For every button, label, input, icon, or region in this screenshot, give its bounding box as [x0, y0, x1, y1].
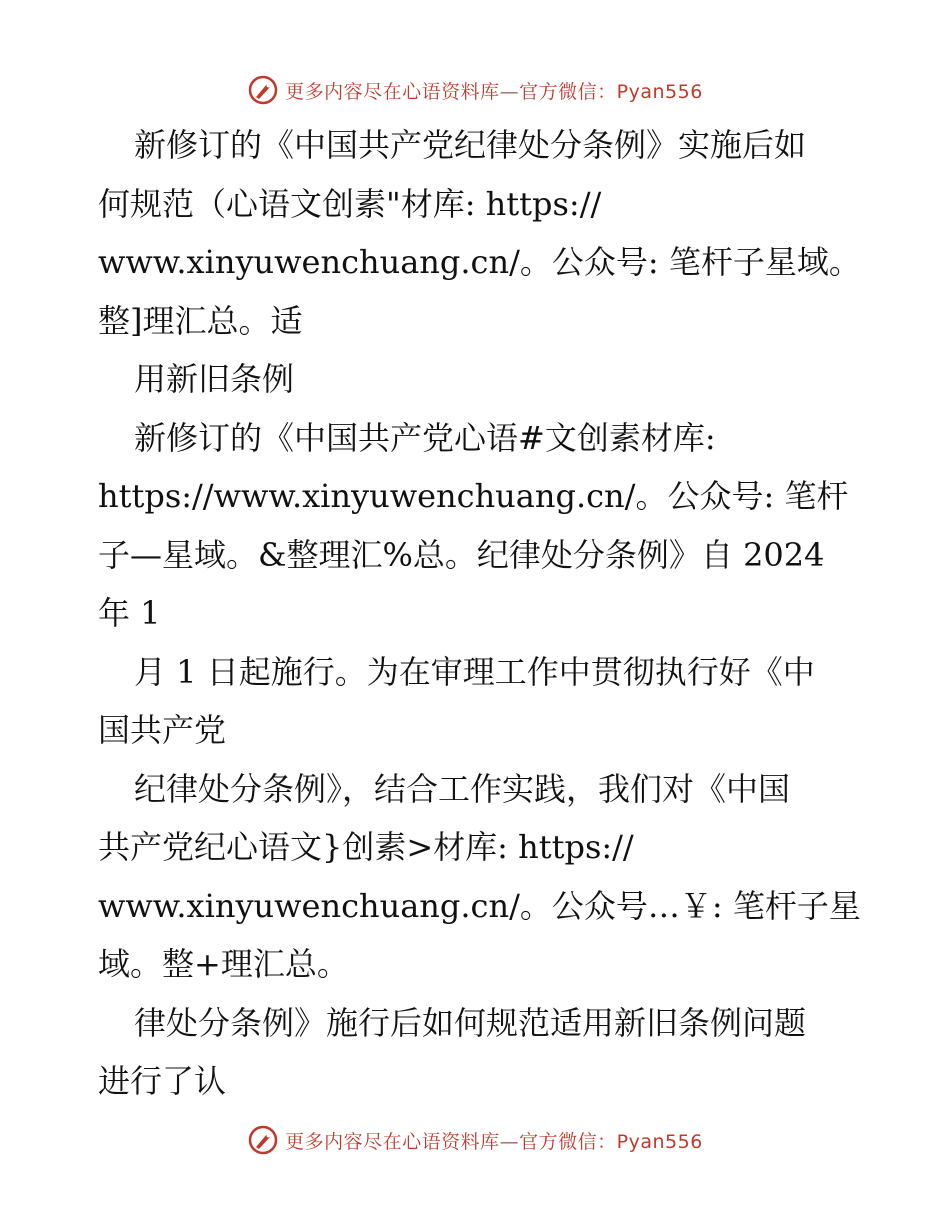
body-line: 何规范（心语文创素"材库: https:// [98, 184, 602, 223]
footer-banner-text: 更多内容尽在心语资料库—官方微信：Pyan556 [285, 1130, 703, 1153]
body-line: 进行了认 [98, 1062, 227, 1100]
header-banner [0, 70, 950, 110]
body-line: 新修订的《中国共产党心语#文创素材库: [134, 418, 716, 457]
footer-banner [0, 1120, 950, 1160]
body-line: 域。整+理汇总。 [98, 945, 349, 983]
body-line: www.xinyuwenchuang.cn/。公众号: 笔杆子星域。 [98, 243, 861, 281]
body-line: 子—星域。&整理汇%总。纪律处分条例》自 2024 [98, 535, 825, 574]
body-line: 国共产党 [98, 711, 227, 749]
body-line: 新修订的《中国共产党纪律处分条例》实施后如 [134, 126, 807, 164]
body-line: 年 1 [98, 594, 161, 632]
pen-logo-icon [247, 74, 279, 106]
document-body [98, 116, 861, 1111]
pen-logo-icon [247, 1124, 279, 1156]
body-line: 纪律处分条例》，结合工作实践，我们对《中国 [134, 769, 791, 808]
body-line: https://www.xinyuwenchuang.cn/。公众号: 笔杆 [98, 477, 849, 515]
body-line: 用新旧条例 [134, 360, 295, 398]
body-line: 共产党纪心语文}创素>材库: https:// [98, 828, 634, 866]
body-line: 整]理汇总。适 [98, 301, 303, 340]
body-line: 月 1 日起施行。为在审理工作中贯彻执行好《中 [134, 652, 815, 691]
body-line: 律处分条例》施行后如何规范适用新旧条例问题 [134, 1003, 807, 1042]
header-banner-text: 更多内容尽在心语资料库—官方微信：Pyan556 [285, 80, 703, 103]
body-line: www.xinyuwenchuang.cn/。公众号…￥: 笔杆子星 [98, 886, 861, 925]
